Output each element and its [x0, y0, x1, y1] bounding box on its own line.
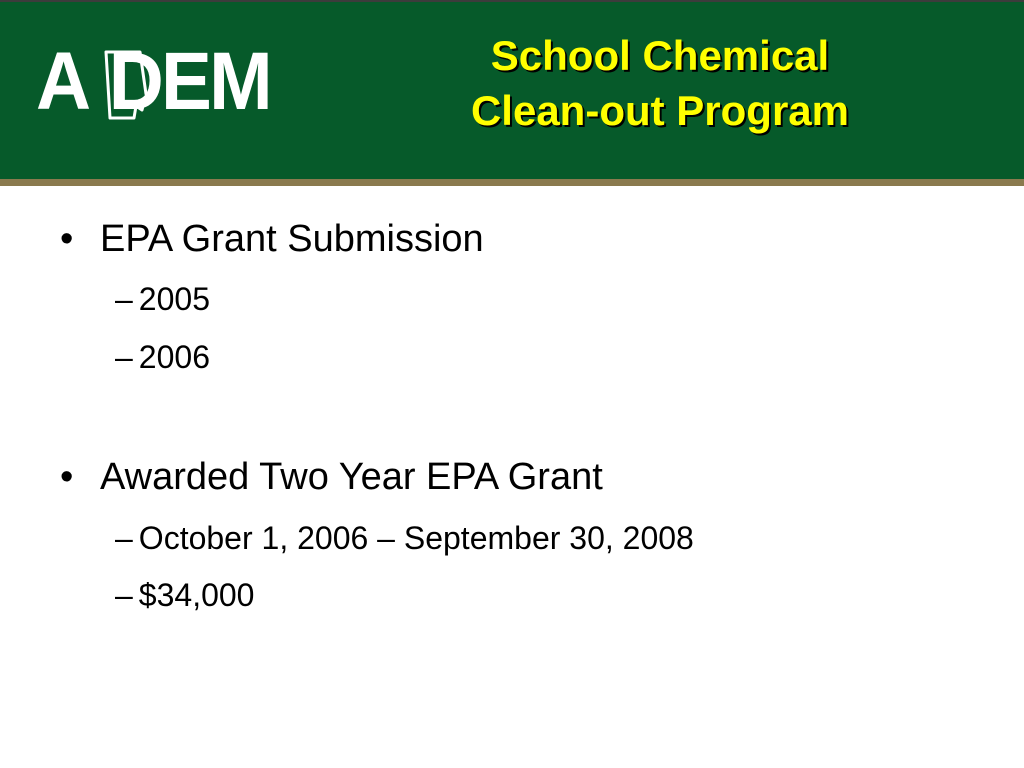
sub-bullet-item: [115, 576, 254, 614]
sub-bullet-marker: –: [115, 281, 133, 317]
sub-bullet-item: [115, 519, 694, 557]
bullet-marker: •: [60, 456, 74, 498]
sub-bullet-text: October 1, 2006 – September 30, 2008: [138, 520, 694, 556]
sub-bullet-item: [115, 338, 210, 376]
bullet-text: EPA Grant Submission: [100, 218, 484, 260]
sub-bullet-marker: –: [115, 339, 133, 375]
sub-bullet-text: 2006: [138, 339, 210, 375]
title-line-1: School Chemical: [490, 32, 830, 79]
adem-logo-letters: A DEM: [36, 36, 270, 127]
sub-bullet-marker: –: [115, 520, 133, 556]
title-line-2: Clean-out Program: [470, 87, 850, 134]
sub-bullet-marker: –: [115, 577, 133, 613]
bullet-item: [60, 455, 603, 499]
bullet-item: [60, 217, 484, 261]
bullet-text: Awarded Two Year EPA Grant: [100, 456, 603, 498]
sub-bullet-text: $34,000: [138, 577, 255, 613]
bullet-marker: •: [60, 218, 74, 260]
sub-bullet-item: [115, 280, 210, 318]
sub-bullet-text: 2005: [138, 281, 210, 317]
